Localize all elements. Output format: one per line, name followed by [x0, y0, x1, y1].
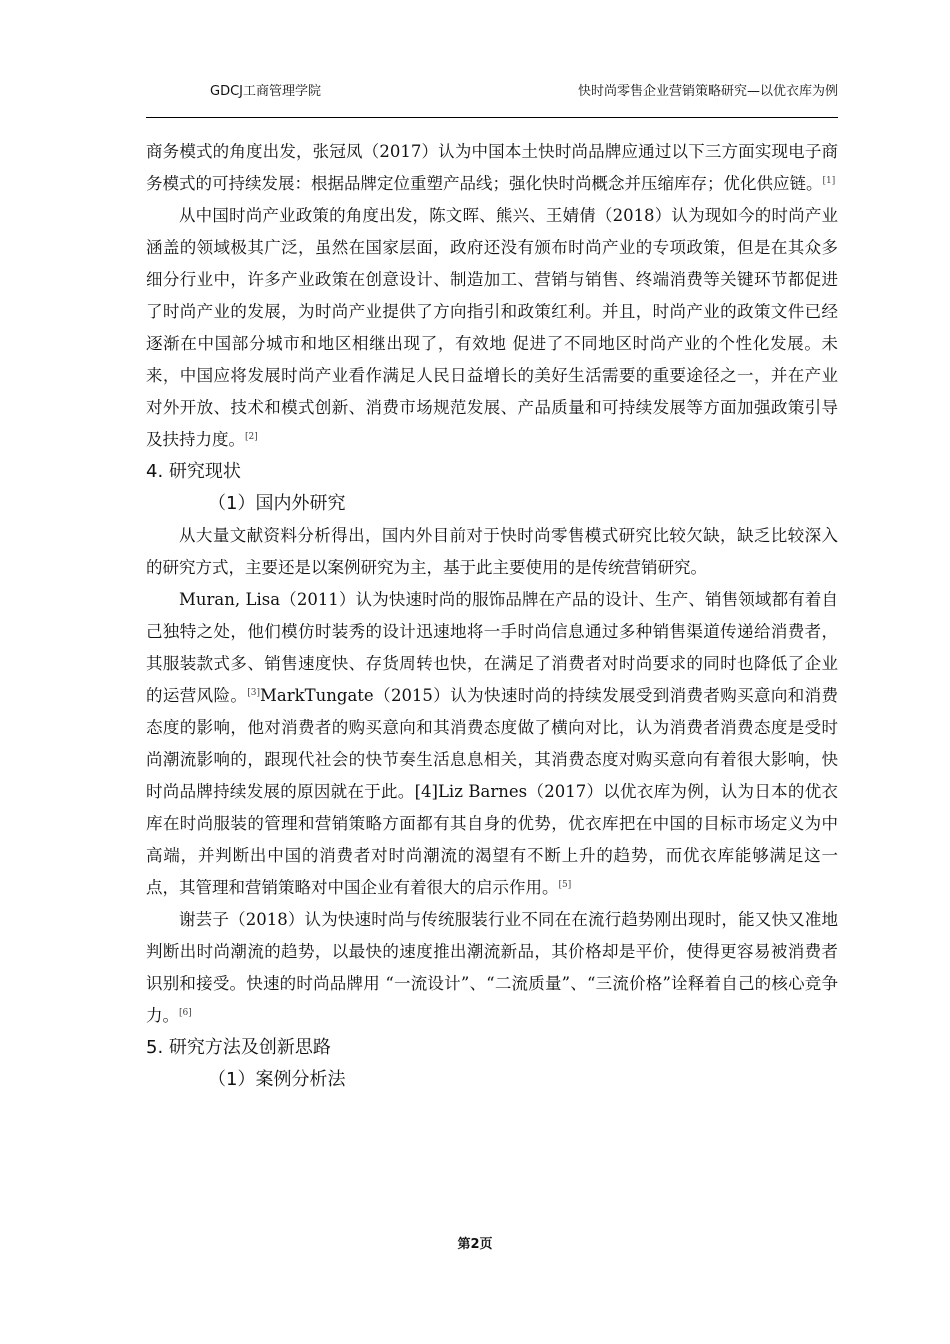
page-number: 第2页	[457, 1237, 493, 1252]
section-heading-4: 4. 研究现状	[146, 461, 241, 482]
citation-2: [2]	[245, 432, 258, 442]
subsection-heading-4-1: （1）国内外研究	[208, 493, 346, 514]
page-header	[146, 74, 838, 102]
citation-5: [5]	[558, 880, 572, 890]
section-heading-5: 5. 研究方法及创新思路	[146, 1037, 331, 1058]
citation-3: [3]	[247, 688, 261, 698]
page-body	[146, 136, 838, 1096]
paragraph-research-gap: 从大量文献资料分析得出，国内外目前对于快时尚零售模式研究比较欠缺，缺乏比较深入的研究方式，主要还是以案例研究为主，基于此主要使用的是传统营销研究。	[146, 526, 838, 577]
paragraph-xie-yunzi	[146, 904, 838, 1032]
paragraph-ecommerce	[146, 136, 838, 200]
paragraph-foreign-research	[146, 584, 838, 904]
paragraph-text: 商务模式的角度出发，张冠凤（2017）认为中国本土快时尚品牌应通过以下三方面实现电子商务模式的可持续发展：根据品牌定位重塑产品线；强化快时尚概念并压缩库存；优化供应链。	[146, 142, 838, 193]
paragraph-text: 谢芸子（2018）认为快速时尚与传统服装行业不同在在流行趋势刚出现时，能又快又准地判断出时尚潮流的趋势，以最快的速度推出潮流新品，其价格却是平价，使得更容易被消费者识别和接受。快速的时尚品牌用 “一流设计”、“二流质量”、“三流价格”诠释着自己的核心竞争力。	[146, 910, 838, 1025]
header-thesis-title: 快时尚零售企业营销策略研究—以优衣库为例	[577, 84, 838, 99]
citation-1: [1]	[822, 176, 836, 186]
paragraph-text: Muran, Lisa（2011）认为快速时尚的服饰品牌在产品的设计、生产、销售领域都有着自己独特之处，他们模仿时装秀的设计迅速地将一手时尚信息通过多种销售渠道传递给消费者，其服装款式多、销售速度快、存货周转也快，在满足了消费者对时尚要求的同时也降低了企业的运营风险。	[146, 590, 838, 705]
header-rule	[146, 117, 838, 118]
paragraph-policy	[146, 200, 838, 456]
paragraph-text: MarkTungate（2015）认为快速时尚的持续发展受到消费者购买意向和消费态度的影响，他对消费者的购买意向和其消费态度做了横向对比，认为消费者消费态度是受时尚潮流影响的，跟现代社会的快节奏生活息息相关，其消费态度对购买意向有着很大影响，快时尚品牌持续发展的原因就在于此。[4]Liz Barnes（2017）以优衣库为例，认为日本的优衣库在时尚服装的管理和营销策略方面都有其自身的优势，优衣库把在中国的目标市场定义为中高端，并判断出中国的消费者对时尚潮流的渴望有不断上升的趋势，而优衣库能够满足这一点，其管理和营销策略对中国企业有着很大的启示作用。	[146, 686, 838, 897]
paragraph-text: 从中国时尚产业政策的角度出发，陈文晖、熊兴、王婧倩（2018）认为现如今的时尚产业涵盖的领域极其广泛，虽然在国家层面，政府还没有颁布时尚产业的专项政策，但是在其众多细分行业中，许多产业政策在创意设计、制造加工、营销与销售、终端消费等关键环节都促进了时尚产业的发展，为时尚产业提供了方向指引和政策红利。并且，时尚产业的政策文件已经逐渐在中国部分城市和地区相继出现了，有效地 促进了不同地区时尚产业的个性化发展。未来，中国应将发展时尚产业看作满足人民日益增长的美好生活需要的重要途径之一，并在产业对外开放、技术和模式创新、消费市场规范发展、产品质量和可持续发展等方面加强政策引导及扶持力度。	[146, 206, 838, 449]
citation-6: [6]	[179, 1008, 192, 1018]
header-institution: GDCJ工商管理学院	[210, 84, 321, 99]
subsection-heading-5-1: （1）案例分析法	[208, 1069, 346, 1090]
